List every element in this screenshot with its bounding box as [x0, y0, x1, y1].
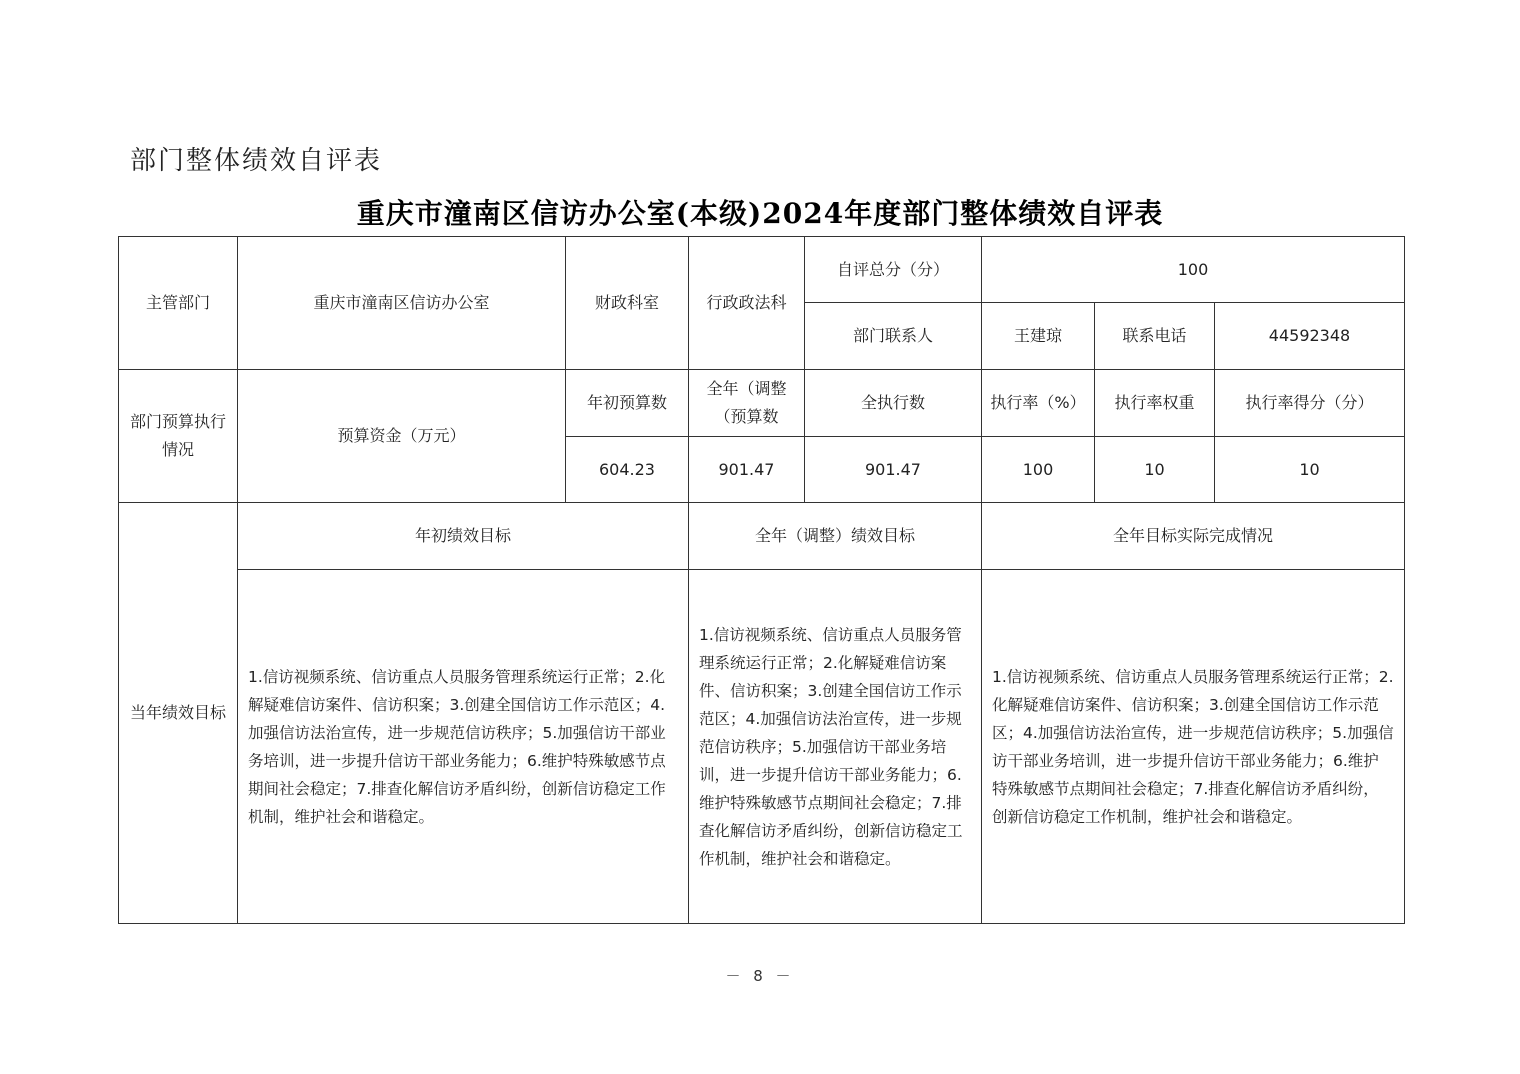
budget-header-rate: 执行率（%）: [982, 370, 1095, 437]
budget-header-weight: 执行率权重: [1095, 370, 1215, 437]
phone-value: 44592348: [1215, 303, 1405, 370]
goals-actual-text: 1.信访视频系统、信访重点人员服务管理系统运行正常；2.化解疑难信访案件、信访积案；3.创建全国信访工作示范区；4.加强信访法治宣传，进一步规范信访秩序；5.加强信访干部业务培训，进一步提升信访干部业务能力；6.维护特殊敏感节点期间社会稳定；7.排查化解信访矛盾纠纷，创新信访稳定工作机制，维护社会和谐稳定。: [982, 570, 1405, 924]
performance-evaluation-table: [118, 236, 1405, 924]
budget-execution-label: 部门预算执行情况: [119, 370, 238, 503]
budget-header-adjusted: 全年（调整（预算数: [689, 370, 805, 437]
goals-initial-text: 1.信访视频系统、信访重点人员服务管理系统运行正常；2.化解疑难信访案件、信访积案；3.创建全国信访工作示范区；4.加强信访法治宣传，进一步规范信访秩序；5.加强信访干部业务培训，进一步提升信访干部业务能力；6.维护特殊敏感节点期间社会稳定；7.排查化解信访矛盾纠纷，创新信访稳定工作机制，维护社会和谐稳定。: [238, 570, 689, 924]
budget-value-score: 10: [1215, 437, 1405, 503]
supervising-dept-label: 主管部门: [119, 237, 238, 370]
self-score-value: 100: [982, 237, 1405, 303]
self-score-label: 自评总分（分）: [805, 237, 982, 303]
contact-person-label: 部门联系人: [805, 303, 982, 370]
section-heading: 部门整体绩效自评表: [130, 146, 383, 176]
budget-value-rate: 100: [982, 437, 1095, 503]
supervising-dept-value: 重庆市潼南区信访办公室: [238, 237, 566, 370]
goals-adjusted-text: 1.信访视频系统、信访重点人员服务管理系统运行正常；2.化解疑难信访案件、信访积案；3.创建全国信访工作示范区；4.加强信访法治宣传，进一步规范信访秩序；5.加强信访干部业务培训，进一步提升信访干部业务能力；6.维护特殊敏感节点期间社会稳定；7.排查化解信访矛盾纠纷，创新信访稳定工作机制，维护社会和谐稳定。: [689, 570, 982, 924]
phone-label: 联系电话: [1095, 303, 1215, 370]
contact-person-value: 王建琼: [982, 303, 1095, 370]
goals-header-adjusted: 全年（调整）绩效目标: [689, 503, 982, 570]
budget-value-weight: 10: [1095, 437, 1215, 503]
budget-value-initial: 604.23: [566, 437, 689, 503]
goals-header-actual: 全年目标实际完成情况: [982, 503, 1405, 570]
annual-goals-label: 当年绩效目标: [119, 503, 238, 924]
budget-header-score: 执行率得分（分）: [1215, 370, 1405, 437]
document-title: 重庆市潼南区信访办公室(本级)2024年度部门整体绩效自评表: [356, 197, 1164, 230]
budget-value-executed: 901.47: [805, 437, 982, 503]
finance-office-label: 财政科室: [566, 237, 689, 370]
goals-header-initial: 年初绩效目标: [238, 503, 689, 570]
page-number: － 8 －: [725, 967, 795, 985]
budget-header-initial: 年初预算数: [566, 370, 689, 437]
finance-office-value: 行政政法科: [689, 237, 805, 370]
budget-value-adjusted: 901.47: [689, 437, 805, 503]
budget-funds-label: 预算资金（万元）: [238, 370, 566, 503]
budget-header-executed: 全执行数: [805, 370, 982, 437]
